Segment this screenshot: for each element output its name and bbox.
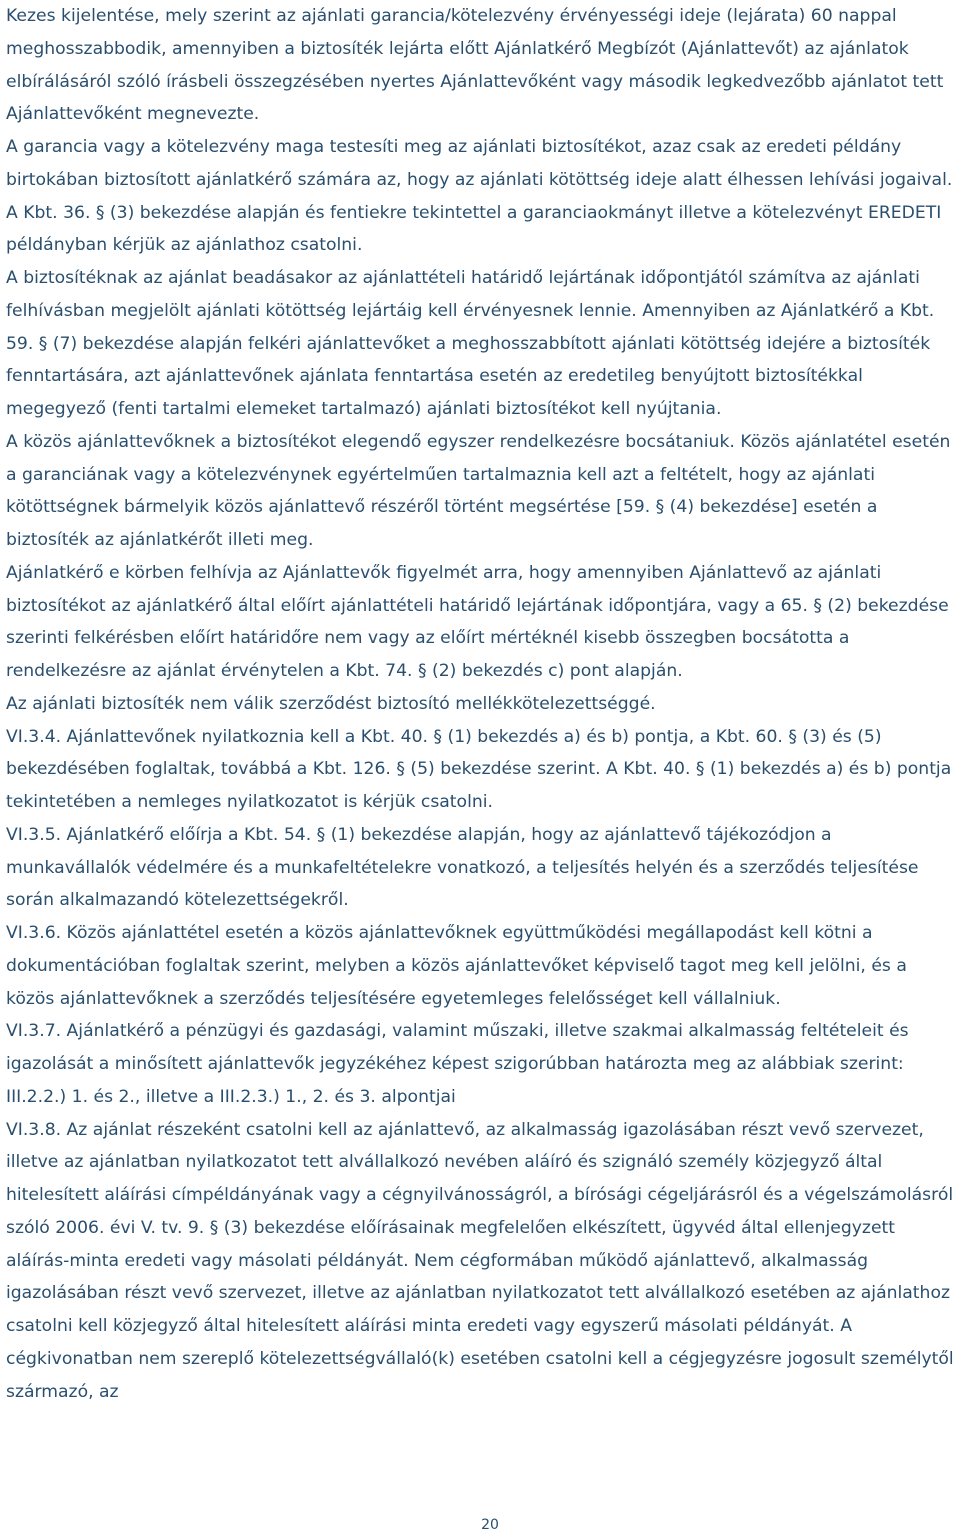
paragraph-security-not-collateral: Az ajánlati biztosíték nem válik szerződést biztosító mellékkötelezettséggé. <box>6 693 656 714</box>
paragraph-guarantee-original-copy: A garancia vagy a kötelezvény maga testesíti meg az ajánlati biztosítékot, azaz csak az eredeti példány birtokában biztosított ajánlatkérő számára az, hogy az ajánlati kötöttség ideje alatt élhessen lehívási jogaival. A Kbt. 36. § (3) bekezdése alapján és fentiekre tekintettel a garanciaokmányt illetve a kötelezvényt EREDETI példányban kérjük az ajánlathoz csatolni. <box>6 137 953 256</box>
paragraph-security-validity: A biztosítéknak az ajánlat beadásakor az ajánlattételi határidő lejártának időpontjától számítva az ajánlati felhívásban megjelölt ajánlati kötöttség lejártáig kell érvényesnek lennie. Amennyiben az Ajánlatkérő a Kbt. 59. § (7) bekezdése alapján felkéri ajánlattevőket a meghosszabbított ajánlati kötöttség idejére a biztosíték fenntartására, azt ajánlattevőnek ajánlata fenntartása esetén az eredetileg benyújtott biztosítékkal megegyező (fenti tartalmi elemeket tartalmazó) ajánlati biztosítékot kell nyújtania. <box>6 268 935 419</box>
document-body <box>6 0 958 1408</box>
paragraph-vi-3-6: VI.3.6. Közös ajánlattétel esetén a közös ajánlattevőknek együttműködési megállapodást kell kötni a dokumentációban foglaltak szerint, melyben a közös ajánlattevőket képviselő tagot meg kell jelölni, és a közös ajánlattevőknek a szerződés teljesítésére egyetemleges felelősséget kell vállalniuk. <box>6 923 907 1009</box>
paragraph-vi-3-4: VI.3.4. Ajánlattevőnek nyilatkoznia kell a Kbt. 40. § (1) bekezdés a) és b) pontja, a Kbt. 60. § (3) és (5) bekezdésében foglaltak, továbbá a Kbt. 126. § (5) bekezdése szerint. A Kbt. 40. § (1) bekezdés a) és b) pontja tekintetében a nemleges nyilatkozatot is kérjük csatolni. <box>6 726 952 812</box>
paragraph-vi-3-7: VI.3.7. Ajánlatkérő a pénzügyi és gazdasági, valamint műszaki, illetve szakmai alkalmasság feltételeit és igazolását a minősített ajánlattevők jegyzékéhez képest szigorúbban határozta meg az alábbiak szerint: <box>6 1021 909 1074</box>
paragraph-invalid-bid-warning: Ajánlatkérő e körben felhívja az Ajánlattevők figyelmét arra, hogy amennyiben Ajánlattevő az ajánlati biztosítékot az ajánlatkérő által előírt ajánlattételi határidő lejártának időpontjára, vagy a 65. § (2) bekezdése szerinti felkérésben előírt határidőre nem vagy az előírt mértéknél kisebb összegben bocsátotta a rendelkezésre az ajánlat érvénytelen a Kbt. 74. § (2) bekezdés c) pont alapján. <box>6 562 949 681</box>
paragraph-vi-3-8: VI.3.8. Az ajánlat részeként csatolni kell az ajánlattevő, az alkalmasság igazolásában részt vevő szervezet, illetve az ajánlatban nyilatkozatot tett alvállalkozó nevében aláíró és szignáló személy közjegyző által hitelesített aláírási címpéldányának vagy a cégnyilvánosságról, a bírósági cégeljárásról és a végelszámolásról szóló 2006. évi V. tv. 9. § (3) bekezdése előírásainak megfelelően elkészített, ügyvéd által ellenjegyzett aláírás-minta eredeti vagy másolati példányát. Nem cégformában működő ajánlattevő, alkalmasság igazolásában részt vevő szervezet, illetve az ajánlatban nyilatkozatot tett alvállalkozó esetében az ajánlathoz csatolni kell közjegyző által hitelesített aláírási minta eredeti vagy egyszerű másolati példányát. A cégkivonatban nem szereplő kötelezettségvállaló(k) esetében csatolni kell a cégjegyzésre jogosult személytől származó, az <box>6 1119 954 1402</box>
paragraph-joint-bidders-security: A közös ajánlattevőknek a biztosítékot elegendő egyszer rendelkezésre bocsátaniuk. Közös ajánlatétel esetén a garanciának vagy a kötelezvénynek egyértelműen tartalmaznia kell azt a feltételt, hogy az ajánlati kötöttségnek bármelyik közös ajánlattevő részéről történt megsértése [59. § (4) bekezdése] esetén a biztosíték az ajánlatkérőt illeti meg. <box>6 431 951 550</box>
page-number: 20 <box>481 1517 499 1533</box>
paragraph-vi-3-5: VI.3.5. Ajánlatkérő előírja a Kbt. 54. § (1) bekezdése alapján, hogy az ajánlattevő tájékozódjon a munkavállalók védelmére és a munkafeltételekre vonatkozó, a teljesítés helyén és a szerződés teljesítése során alkalmazandó kötelezettségekről. <box>6 824 919 911</box>
paragraph-vi-3-7-subpoints: III.2.2.) 1. és 2., illetve a III.2.3.) 1., 2. és 3. alpontjai <box>6 1086 456 1107</box>
paragraph-guarantor-declaration: Kezes kijelentése, mely szerint az ajánlati garancia/kötelezvény érvényességi ideje (lejárata) 60 nappal meghosszabbodik, amennyiben a biztosíték lejárta előtt Ajánlatkérő Megbízót (Ajánlattevőt) az ajánlatok elbírálásáról szóló írásbeli összegzésében nyertes Ajánlattevőként vagy második legkedvezőbb ajánlatot tett Ajánlattevőként megnevezte. <box>6 6 944 125</box>
